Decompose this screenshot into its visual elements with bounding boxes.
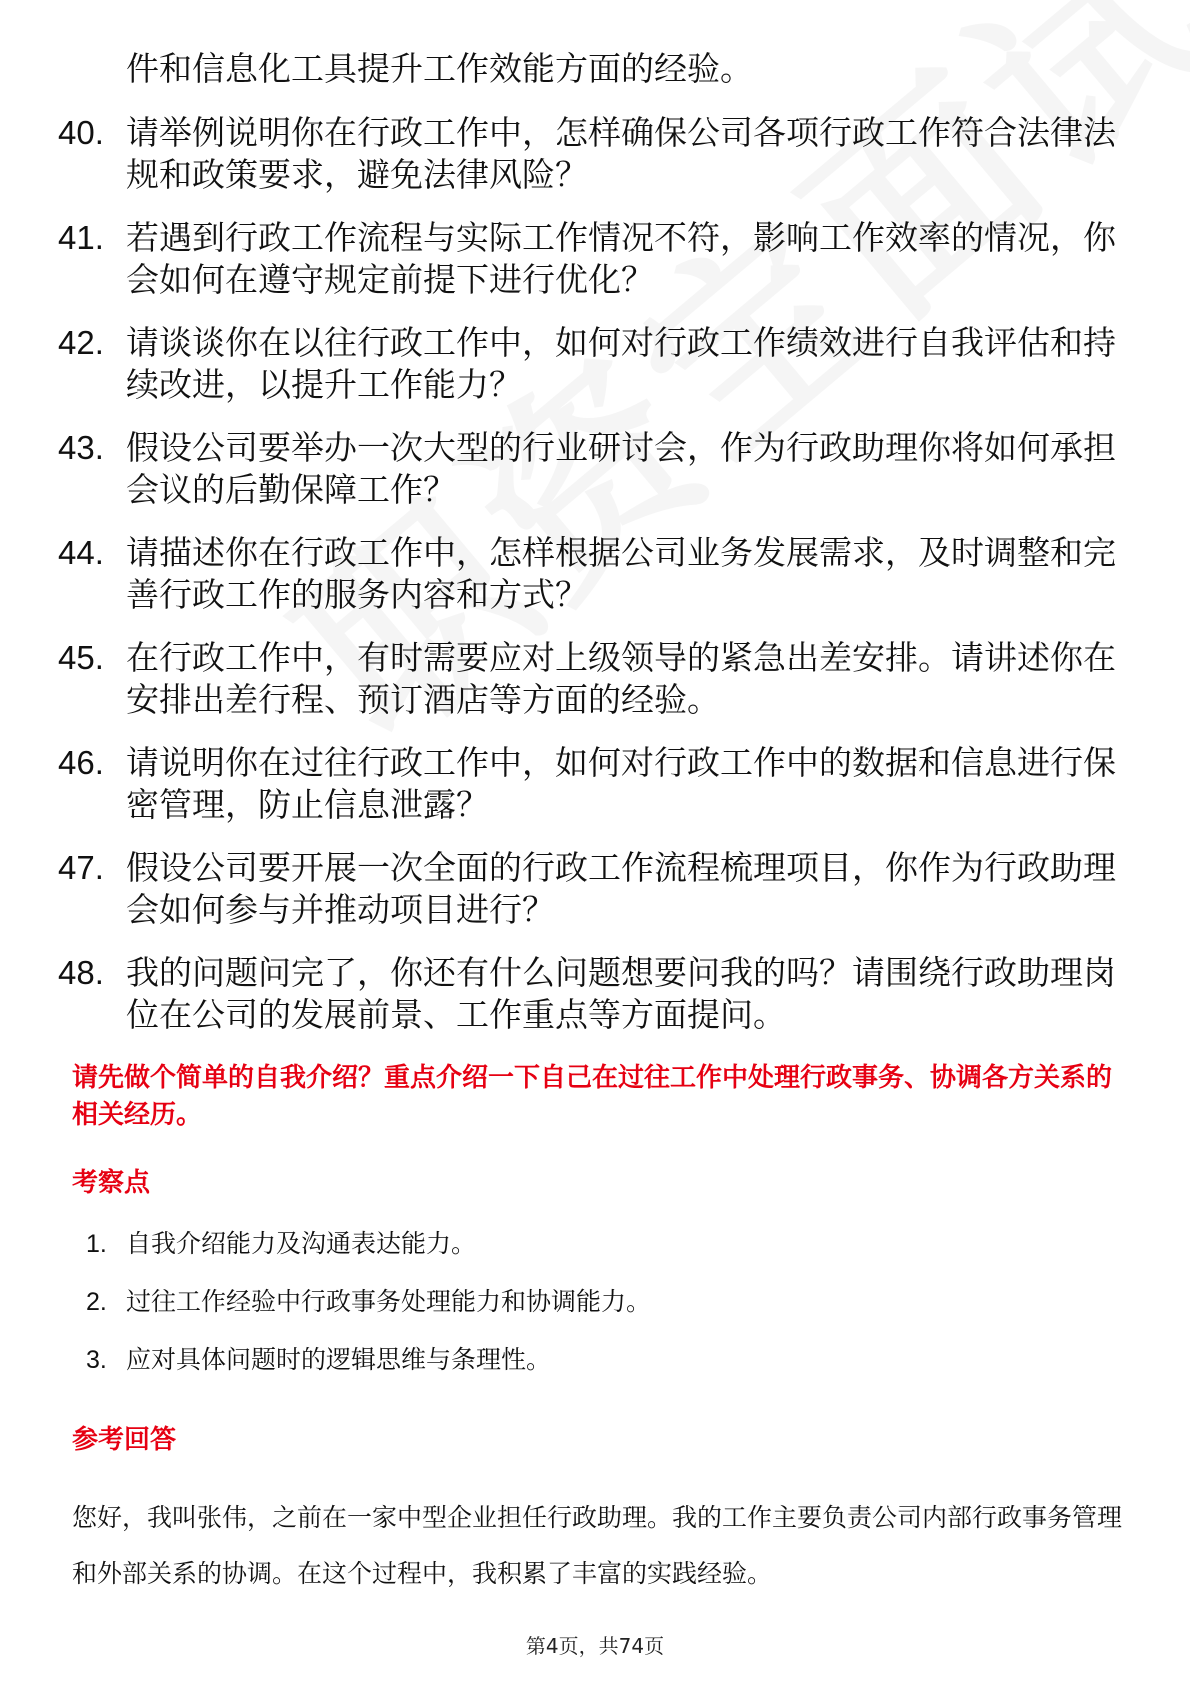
assessment-point <box>86 1227 1086 1261</box>
question-item-47 <box>58 847 1118 931</box>
question-item-46 <box>58 742 1118 826</box>
reference-answer: 您好，我叫张伟，之前在一家中型企业担任行政助理。我的工作主要负责公司内部行政事务管理和外部关系的协调。在这个过程中，我积累了丰富的实践经验。 <box>72 1503 1123 1588</box>
question-text: 假设公司要开展一次全面的行政工作流程梳理项目，你作为行政助理会如何参与并推动项目进行？ <box>126 848 1116 929</box>
question-text: 我的问题问完了，你还有什么问题想要问我的吗？请围绕行政助理岗位在公司的发展前景、工作重点等方面提问。 <box>126 953 1116 1034</box>
question-number: 47. <box>58 849 104 886</box>
point-text: 自我介绍能力及沟通表达能力。 <box>126 1229 477 1258</box>
question-list <box>58 48 1118 1057</box>
question-text: 在行政工作中，有时需要应对上级领导的紧急出差安排。请讲述你在安排出差行程、预订酒店等方面的经验。 <box>126 638 1116 719</box>
reference-title: 参考回答 <box>72 1425 177 1455</box>
question-item-42 <box>58 322 1118 406</box>
question-text: 请举例说明你在行政工作中，怎样确保公司各项行政工作符合法律法规和政策要求，避免法律风险？ <box>126 113 1116 194</box>
point-text: 应对具体问题时的逻辑思维与条理性。 <box>126 1345 552 1374</box>
question-continuation: 件和信息化工具提升工作效能方面的经验。 <box>126 49 753 88</box>
question-item-43 <box>58 427 1118 511</box>
point-number: 2. <box>86 1288 107 1316</box>
question-number: 45. <box>58 639 104 676</box>
point-number: 1. <box>86 1230 107 1258</box>
question-number: 46. <box>58 744 104 781</box>
question-text: 若遇到行政工作流程与实际工作情况不符，影响工作效率的情况，你会如何在遵守规定前提下进行优化？ <box>126 218 1116 299</box>
question-number: 40. <box>58 114 104 151</box>
question-number: 41. <box>58 219 104 256</box>
question-text: 请描述你在行政工作中，怎样根据公司业务发展需求，及时调整和完善行政工作的服务内容和方式？ <box>126 533 1116 614</box>
assessment-point <box>86 1343 1086 1377</box>
question-number: 44. <box>58 534 104 571</box>
question-item-40 <box>58 112 1118 196</box>
question-item-44 <box>58 532 1118 616</box>
point-text: 过往工作经验中行政事务处理能力和协调能力。 <box>126 1287 652 1316</box>
highlight-question: 请先做个简单的自我介绍？重点介绍一下自己在过往工作中处理行政事务、协调各方关系的相关经历。 <box>72 1063 1113 1130</box>
question-number: 48. <box>58 954 104 991</box>
question-item-45 <box>58 637 1118 721</box>
assessment-points <box>86 1227 1086 1401</box>
assessment-point <box>86 1285 1086 1319</box>
question-item-41 <box>58 217 1118 301</box>
question-text: 请谈谈你在以往行政工作中，如何对行政工作绩效进行自我评估和持续改进，以提升工作能力？ <box>126 323 1116 404</box>
assessment-title: 考察点 <box>72 1168 151 1198</box>
question-number: 42. <box>58 324 104 361</box>
question-item-48 <box>58 952 1118 1036</box>
page-footer: 第4页，共74页 <box>525 1634 665 1658</box>
point-number: 3. <box>86 1346 107 1374</box>
question-text: 假设公司要举办一次大型的行业研讨会，作为行政助理你将如何承担会议的后勤保障工作？ <box>126 428 1116 509</box>
question-number: 43. <box>58 429 104 466</box>
question-text: 请说明你在过往行政工作中，如何对行政工作中的数据和信息进行保密管理，防止信息泄露？ <box>126 743 1116 824</box>
